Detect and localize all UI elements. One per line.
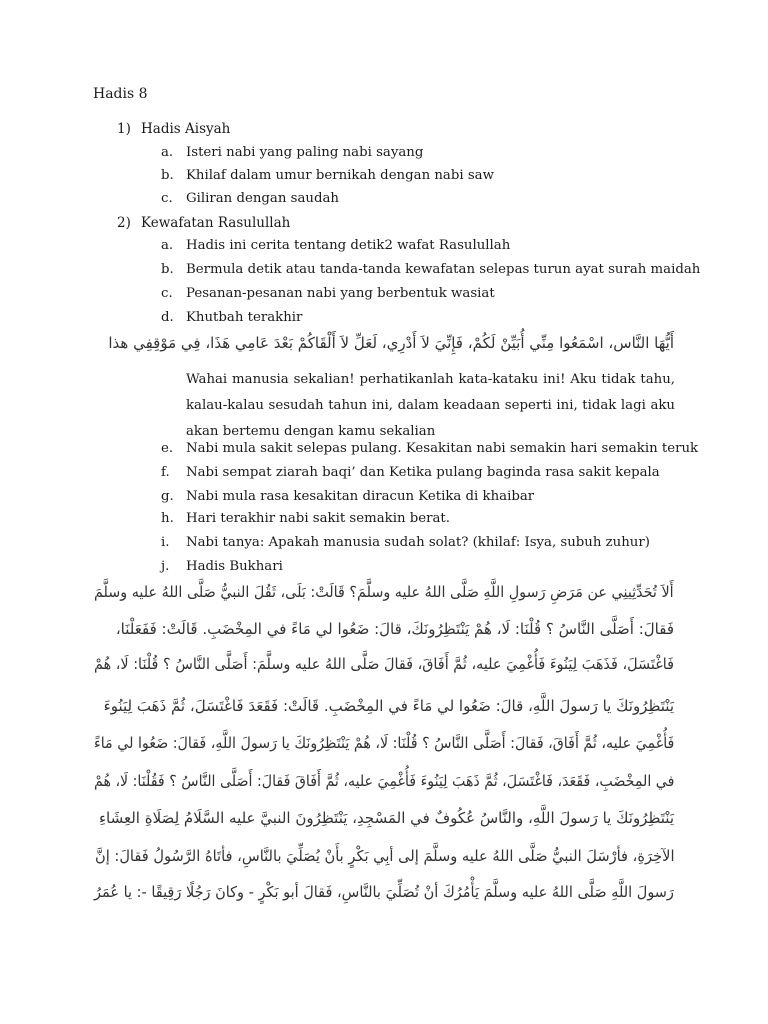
hadis-bukhari-line: فَقالَ: أَصَلَّى النَّاسُ ؟ قُلْنَا: لَا، هُمْ يَنْتَظِرُونَكَ، قالَ: ضَعُوا لي مَاءً في المِخْضَبِ. قَالَتْ: فَفَعَلْنَا، <box>115 620 674 638</box>
list-item-letter: h. <box>161 511 174 526</box>
hadis-bukhari-line: فَاغْتَسَلَ، فَذَهَبَ لِيَنُوءَ فَأُغْمِيَ عليه، ثُمَّ أَفَاقَ، فَقالَ صَلَّى اللهُ عليه وسلَّمَ: أَصَلَّى النَّاسُ ؟ قُلْنَا: لَا، هُمْ <box>93 655 674 673</box>
section-number: 1) <box>117 121 131 137</box>
list-item-letter: e. <box>161 441 174 456</box>
section-number: 2) <box>117 215 131 231</box>
list-item <box>161 535 650 550</box>
khutbah-arabic-text: أَيُّهَا النَّاس، اسْمَعُوا مِنِّي أُبَيِّنْ لَكُمْ، فَإِنِّيَ لاَ أَدْرِي، لَعَلِّ لاَ أَلْقَاكُمْ بَعْدَ عَامِي هَذَا، فِي مَوْقِفِي هذا <box>108 334 674 352</box>
list-item-letter: i. <box>161 535 170 550</box>
hadis-bukhari-line: يَنْتَظِرُونَكَ يا رَسولَ اللَّهِ، قالَ: ضَعُوا لي مَاءً في المِخْضَبِ. قَالَتْ: فَقَعَدَ فَاغْتَسَلَ، ثُمَّ ذَهَبَ لِيَنُوءَ <box>103 697 674 715</box>
list-item-text: Khutbah terakhir <box>186 310 303 325</box>
list-item <box>161 168 494 183</box>
list-item-text: Hadis Bukhari <box>186 559 283 574</box>
list-item-text: Hari terakhir nabi sakit semakin berat. <box>186 511 450 526</box>
list-item <box>161 191 339 206</box>
list-item-text: Nabi sempat ziarah baqi’ dan Ketika pulang baginda rasa sakit kepala <box>186 465 660 480</box>
khutbah-translation: Wahai manusia sekalian! perhatikanlah kata-kataku ini! Aku tidak tahu, kalau-kalau sesudah tahun ini, dalam keadaan seperti ini, tidak lagi aku akan bertemu dengan kamu sekalian <box>186 372 675 439</box>
list-item <box>161 310 302 325</box>
hadis-bukhari-line: أَلاَ تُحَدِّثِينِي عن مَرَضِ رَسولِ اللَّهِ صَلَّى اللهُ عليه وسلَّمَ؟ قَالَتْ: بَلَى، ثَقُلَ النبيُّ صَلَّى اللهُ عليه وسلَّمَ <box>94 583 674 601</box>
list-item-text: Bermula detik atau tanda-tanda kewafatan selepas turun ayat surah maidah <box>186 262 701 277</box>
list-item <box>161 559 283 574</box>
hadis-bukhari-line: في المِخْضَبِ، فَقَعَدَ، فَاغْتَسَلَ، ثُمَّ ذَهَبَ لِيَنُوءَ فَأُغْمِيَ عليه، ثُمَّ أَفَاقَ فَقالَ: أَصَلَّى النَّاسُ ؟ فَقُلْنَا: لَا، هُمْ <box>93 772 674 790</box>
list-item <box>161 465 660 480</box>
list-item-letter: j. <box>161 559 170 574</box>
list-item-letter: c. <box>161 191 173 206</box>
list-item-letter: a. <box>161 145 174 160</box>
hadis-bukhari-line: الآخِرَةِ، فأرْسَلَ النبيُّ صَلَّى اللهُ عليه وسلَّمَ إلى أبِي بَكْرٍ بأَنْ يُصَلِّيَ بالنَّاسِ، فأتَاهُ الرَّسُولُ فَقالَ: إنَّ <box>94 847 674 865</box>
list-item-text: Giliran dengan saudah <box>186 191 339 206</box>
list-item <box>161 511 450 526</box>
list-item-text: Nabi mula sakit selepas pulang. Kesakitan nabi semakin hari semakin teruk <box>186 441 699 456</box>
section-heading-text: Hadis Aisyah <box>141 121 231 137</box>
list-item <box>161 262 700 277</box>
list-item <box>161 286 495 301</box>
section-heading-hadis-aisyah <box>117 121 230 137</box>
list-item-text: Isteri nabi yang paling nabi sayang <box>186 145 424 160</box>
list-item-text: Pesanan-pesanan nabi yang berbentuk wasiat <box>186 286 495 301</box>
hadis-bukhari-line: يَنْتَظِرُونَكَ يا رَسولَ اللَّهِ، والنَّاسُ عُكُوفٌ في المَسْجِدِ، يَنْتَظِرُونَ النبيَّ عليه السَّلَامُ لِصَلَاةِ العِشَاءِ <box>99 809 674 827</box>
list-item-letter: c. <box>161 286 173 301</box>
hadis-bukhari-line: فَأُغْمِيَ عليه، ثُمَّ أَفَاقَ، فَقالَ: أَصَلَّى النَّاسُ ؟ قُلْنَا: لَا، هُمْ يَنْتَظِرُونَكَ يا رَسولَ اللَّهِ، فَقالَ: ضَعُوا لي مَاءً <box>93 734 674 752</box>
list-item <box>161 145 423 160</box>
list-item-letter: d. <box>161 310 174 325</box>
hadis-bukhari-line: رَسولَ اللَّهِ صَلَّى اللهُ عليه وسلَّمَ يَأْمُرُكَ أنْ تُصَلِّيَ بالنَّاسِ، فَقالَ أبو بَكْرٍ - وكانَ رَجُلًا رَقِيقًا -: يا عُمَرُ <box>94 883 674 901</box>
list-item-letter: b. <box>161 168 174 183</box>
list-item-text: Khilaf dalam umur bernikah dengan nabi saw <box>186 168 494 183</box>
list-item <box>161 238 510 253</box>
list-item <box>161 441 698 456</box>
list-item-letter: b. <box>161 262 174 277</box>
list-item-letter: g. <box>161 489 174 504</box>
list-item-letter: f. <box>161 465 170 480</box>
page-title: Hadis 8 <box>93 86 148 102</box>
list-item-text: Hadis ini cerita tentang detik2 wafat Rasulullah <box>186 238 511 253</box>
section-heading-text: Kewafatan Rasulullah <box>141 215 291 231</box>
list-item <box>161 489 534 504</box>
list-item-text: Nabi mula rasa kesakitan diracun Ketika di khaibar <box>186 489 535 504</box>
section-heading-kewafatan <box>117 215 290 231</box>
list-item-text: Nabi tanya: Apakah manusia sudah solat? (khilaf: Isya, subuh zuhur) <box>186 535 650 550</box>
list-item-letter: a. <box>161 238 174 253</box>
